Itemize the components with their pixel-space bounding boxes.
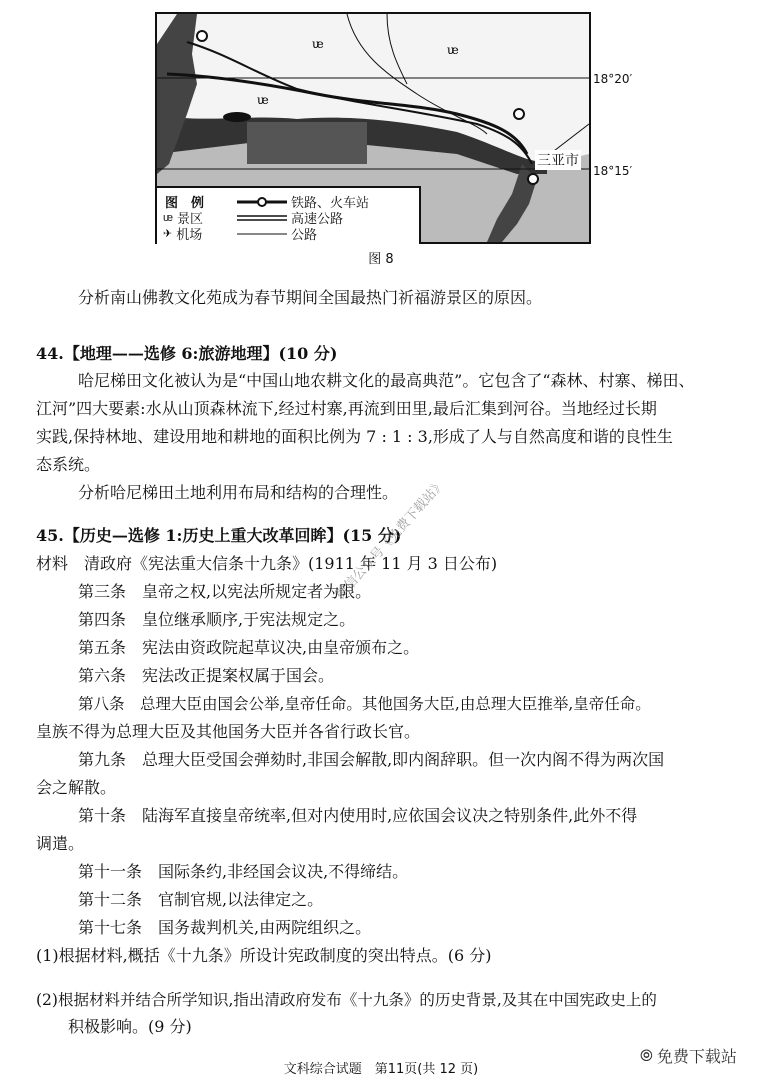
road-line	[387, 14, 407, 84]
legend-highway: 高速公路	[291, 212, 344, 227]
city-label: 三亚市	[535, 150, 581, 170]
q45-material: 材料 清政府《宪法重大信条十九条》(1911 年 11 月 3 日公布)	[36, 554, 498, 573]
map-legend	[157, 186, 421, 244]
train-station	[197, 31, 207, 41]
article: 第八条 总理大臣由国会公举,皇帝任命。其他国务大臣,由总理大臣推举,皇帝任命。	[78, 695, 651, 713]
q44-heading: 44.【地理——选修 6:旅游地理】(10 分)	[36, 344, 338, 363]
article: 皇族不得为总理大臣及其他国务大臣并各省行政长官。	[36, 722, 421, 741]
airport-icon	[223, 112, 251, 122]
map-figure	[155, 12, 633, 244]
article: 第九条 总理大臣受国会弹劾时,非国会解散,即内阁辞职。但一次内阁不得为两次国	[78, 750, 665, 769]
airport-icon: ✈	[163, 227, 173, 240]
q44-line: 实践,保持林地、建设用地和耕地的面积比例为 7 : 1 : 3,形成了人与自然高度和谐的良性生	[36, 427, 673, 446]
q44-question: 分析哈尼梯田土地利用布局和结构的合理性。	[78, 483, 399, 502]
article: 第十一条 国际条约,非经国会议决,不得缔结。	[78, 862, 409, 881]
wechat-icon: ⦾	[640, 1045, 653, 1065]
q45-subquestion-2-cont: 积极影响。(9 分)	[68, 1017, 192, 1036]
legend-road: 公路	[291, 228, 318, 243]
q44-line: 江河”四大要素:水从山顶森林流下,经过村寨,再流到田里,最后汇集到河谷。当地经过长期	[36, 399, 657, 418]
scenic-icon: ᵫ	[163, 211, 173, 224]
article: 第六条 宪法改正提案权属于国会。	[78, 666, 335, 685]
page-footer: 文科综合试题 第11页(共 12 页)	[283, 1062, 479, 1077]
q45-heading: 45.【历史—选修 1:历史上重大改革回眸】(15 分)	[36, 526, 402, 545]
railway-legend-icon	[237, 196, 287, 208]
lat-label-bottom: 18°15′	[593, 164, 633, 178]
article: 第十二条 官制官规,以法律定之。	[78, 890, 324, 909]
q44-line: 态系统。	[36, 455, 101, 474]
q45-subquestion-1: (1)根据材料,概括《十九条》所设计宪政制度的突出特点。(6 分)	[36, 946, 492, 965]
article: 会之解散。	[36, 778, 117, 797]
lat-label-top: 18°20′	[593, 72, 633, 86]
article: 第四条 皇位继承顺序,于宪法规定之。	[78, 610, 356, 629]
scenic-icon: ᵫ	[447, 43, 459, 57]
legend-airport: 机场	[176, 228, 203, 243]
article: 第五条 宪法由资政院起草议决,由皇帝颁布之。	[78, 638, 420, 657]
brand-label: 免费下载站	[656, 1047, 737, 1066]
scenic-icon: ᵫ	[257, 93, 269, 107]
highway-legend-icon	[237, 212, 287, 224]
scenic-icon: ᵫ	[312, 37, 324, 51]
article: 第十七条 国务裁判机关,由两院组织之。	[78, 918, 372, 937]
scenic-label-area	[247, 122, 367, 164]
train-station	[514, 109, 524, 119]
watermark: 微信公众号《免费下载站》	[332, 476, 449, 603]
train-station	[528, 174, 538, 184]
figure-caption: 图 8	[368, 252, 394, 267]
legend-railway: 铁路、火车站	[291, 196, 370, 211]
legend-scenic: 景区	[177, 212, 204, 227]
q43-question: 分析南山佛教文化苑成为春节期间全国最热门祈福游景区的原因。	[78, 288, 543, 307]
article: 调遣。	[36, 834, 85, 853]
road-legend-icon	[237, 228, 287, 240]
legend-title: 图 例	[165, 196, 205, 211]
q44-line: 哈尼梯田文化被认为是“中国山地农耕文化的最高典范”。它包含了“森林、村寨、梯田、	[78, 371, 695, 390]
q45-subquestion-2: (2)根据材料并结合所学知识,指出清政府发布《十九条》的历史背景,及其在中国宪政史上的	[36, 991, 657, 1009]
brand-badge	[640, 1044, 737, 1067]
article: 第十条 陆海军直接皇帝统率,但对内使用时,应依国会议决之特别条件,此外不得	[78, 806, 638, 825]
article: 第三条 皇帝之权,以宪法所规定者为限。	[78, 582, 372, 601]
